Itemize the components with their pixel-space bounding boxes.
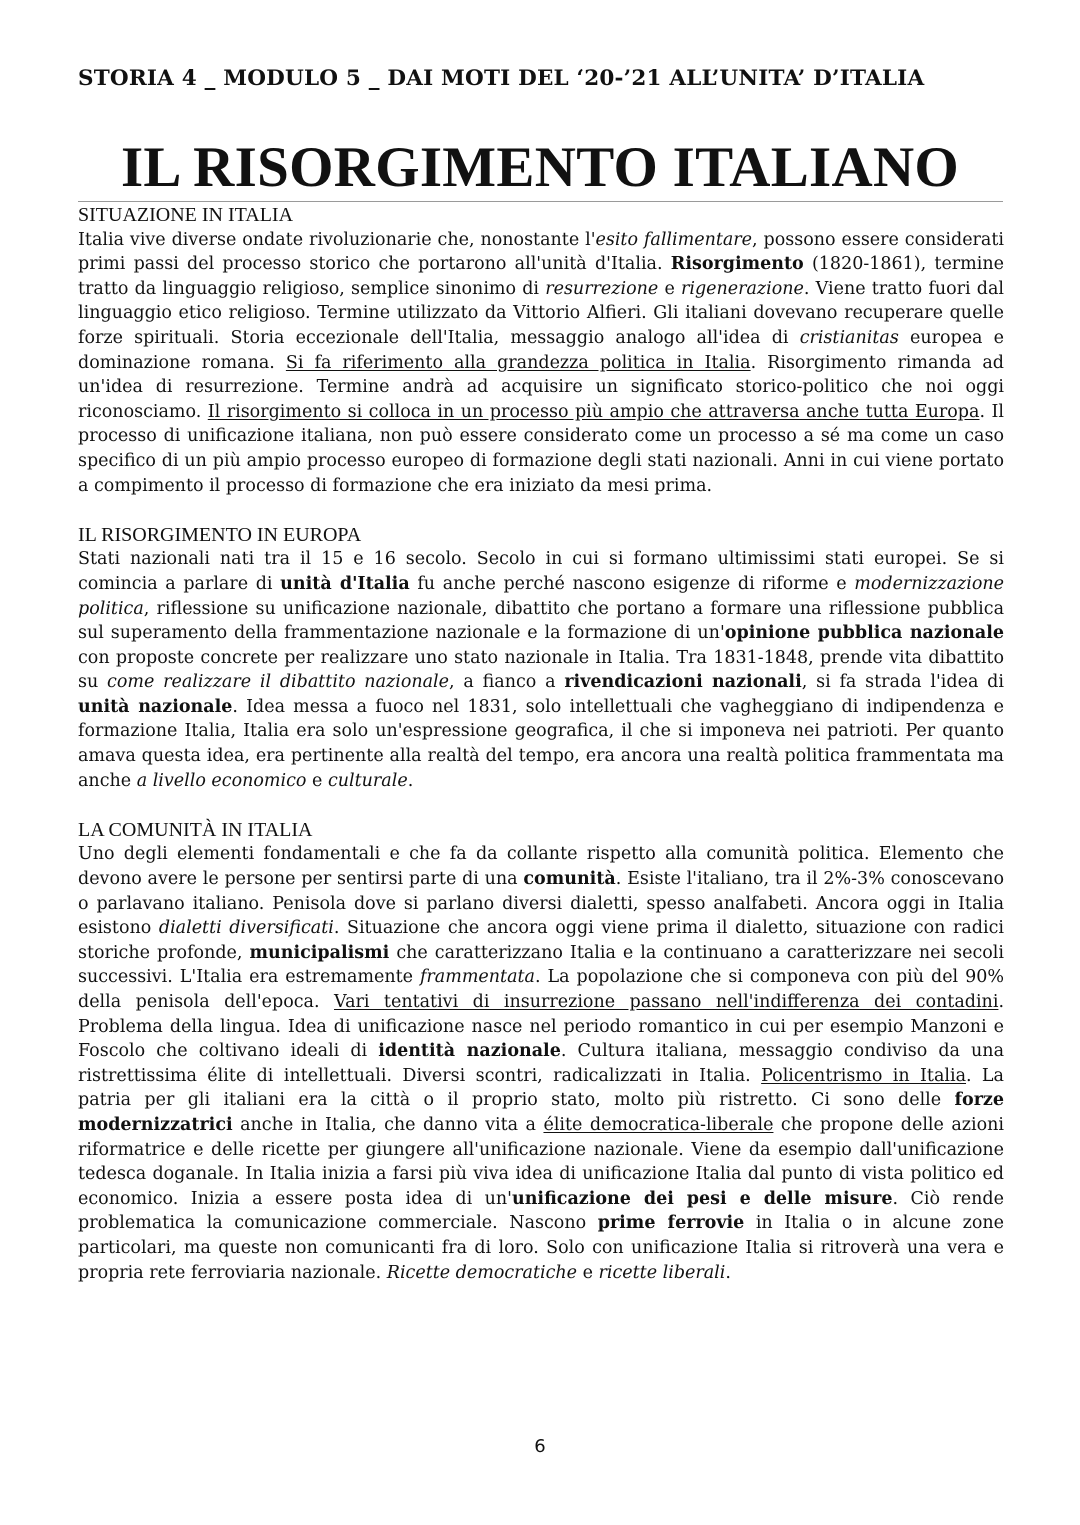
- italic-text: frammentata: [419, 967, 535, 988]
- text-run: . Idea messa a fuoco nel 1831, solo intellettuali che vagheggiano di indipendenza e formazione Italia, Italia era solo un'espressione geografica, il che si imponeva nei patrioti. Per quanto amava questa idea, era pertinente alla realtà del tempo, era ancora una realtà politica frammentata ma anche: [78, 696, 1004, 791]
- text-run: . Problema della lingua. Idea di unificazione nasce nel periodo romantico in cui per esempio Manzoni e Foscolo che coltivano ideali di: [78, 992, 1005, 1062]
- text-run: anche in Italia, che danno vita a: [232, 1114, 544, 1135]
- bold-text: comunità: [523, 869, 616, 890]
- text-run: . La patria per gli italiani era la città o il proprio stato, molto più ristretto. Ci sono delle: [78, 1065, 1004, 1111]
- section-comunita: [78, 818, 1004, 1285]
- bold-text: identità nazionale: [378, 1041, 561, 1062]
- text-run: , a fianco a: [449, 672, 565, 693]
- section-heading: IL RISORGIMENTO IN EUROPA: [78, 523, 362, 546]
- section-europa: [78, 523, 1004, 794]
- document-body: [78, 203, 1004, 1310]
- paragraph: [78, 547, 1004, 793]
- underlined-text: Policentrismo in Italia: [761, 1065, 967, 1086]
- text-run: . Esiste l'italiano, tra il 2%-3% conoscevano o parlavano italiano. Penisola dove si parlano diversi dialetti, spesso analfabeti. Ancora oggi in Italia esistono: [78, 869, 1004, 939]
- text-run: che caratterizzano Italia e la continuano a caratterizzare nei secoli successivi. L'Italia era estremamente: [78, 942, 1004, 988]
- text-run: e: [306, 770, 328, 791]
- bold-text: municipalismi: [249, 942, 390, 963]
- text-run: .: [725, 1262, 731, 1283]
- italic-text: modernizzazione politica: [78, 573, 1005, 619]
- underlined-text: Si fa riferimento alla grandezza politica in Italia: [285, 352, 751, 373]
- text-run: europea e dominazione romana.: [78, 327, 1004, 373]
- italic-text: ricette liberali: [598, 1262, 726, 1283]
- text-run: . Viene tratto fuori dal linguaggio etico religioso. Termine utilizzato da Vittorio Alfieri. Gli italiani dovevano recuperare quelle forze spirituali. Storia eccezionale dell'Italia, messaggio analogo all'idea di: [78, 278, 1005, 348]
- underlined-text: Il risorgimento si colloca in un processo più ampio che attraversa anche tutta Europa: [207, 401, 980, 422]
- bold-text: rivendicazioni nazionali: [564, 672, 802, 693]
- text-run: . Situazione che ancora oggi viene prima il dialetto, situazione con radici storiche profonde,: [78, 918, 1004, 963]
- bold-text: unità d'Italia: [280, 573, 410, 594]
- bold-text: unificazione dei pesi e delle misure: [511, 1188, 893, 1209]
- italic-text: a livello economico: [136, 770, 307, 791]
- underlined-text: élite democratica-liberale: [543, 1114, 774, 1135]
- paragraph: [78, 228, 1004, 499]
- italic-text: come realizzare il dibattito nazionale: [107, 672, 450, 693]
- text-run: e: [577, 1262, 599, 1283]
- section-heading: SITUAZIONE IN ITALIA: [78, 204, 294, 226]
- page-title: IL RISORGIMENTO ITALIANO: [120, 136, 960, 199]
- module-header: STORIA 4 _ MODULO 5 _ DAI MOTI DEL ‘20-’21 ALL’UNITA’ D’ITALIA: [78, 66, 925, 91]
- bold-text: Risorgimento: [670, 254, 804, 275]
- italic-text: culturale: [327, 770, 408, 791]
- text-run: con proposte concrete per realizzare uno stato nazionale in Italia. Tra 1831-1848, prende vita dibattito su: [78, 647, 1004, 693]
- italic-text: rigenerazione: [680, 278, 804, 299]
- bold-text: opinione pubblica nazionale: [724, 623, 1004, 644]
- italic-text: Ricette democratiche: [386, 1262, 578, 1283]
- text-run: . Cultura italiana, messaggio condiviso da una ristrettissima élite di intellettuali. Diversi scontri, radicalizzati in Italia.: [78, 1041, 1004, 1086]
- text-run: (1820-1861), termine tratto da linguaggio religioso, semplice sinonimo di: [78, 254, 1004, 299]
- text-run: fu anche perché nascono esigenze di riforme e: [409, 573, 855, 594]
- text-run: , possono essere considerati primi passi del processo storico che portarono all'unità d'Italia.: [78, 229, 1004, 275]
- underlined-text: Vari tentativi di insurrezione passano nell'indifferenza dei contadini: [334, 992, 999, 1012]
- text-run: in Italia o in alcune zone particolari, ma queste non comunicanti fra di loro. Solo con unificazione Italia si ritroverà una vera e propria rete ferroviaria nazionale.: [78, 1213, 1004, 1283]
- text-run: , riflessione su unificazione nazionale, dibattito che portano a formare una riflessione pubblica sul superamento della frammentazione nazionale e la formazione di un': [78, 598, 1004, 644]
- bold-text: forze modernizzatrici: [78, 1090, 1004, 1135]
- text-run: , si fa strada l'idea di: [801, 672, 1004, 693]
- italic-text: cristianitas: [799, 327, 899, 348]
- bold-text: prime ferrovie: [597, 1213, 745, 1234]
- text-run: Italia vive diverse ondate rivoluzionarie che, nonostante l': [78, 229, 596, 250]
- page-number: 6: [534, 1436, 546, 1457]
- text-run: Stati nazionali nati tra il 15 e 16 secolo. Secolo in cui si formano ultimissimi stati europei. Se si comincia a parlare di: [78, 549, 1004, 594]
- text-run: e: [658, 278, 681, 299]
- italic-text: esito fallimentare: [595, 229, 753, 250]
- section-situazione: [78, 203, 1004, 498]
- text-run: Uno degli elementi fondamentali e che fa da collante rispetto alla comunità politica. Elemento che devono avere le persone per sentirsi parte di una: [78, 844, 1004, 890]
- text-run: che propone delle azioni riformatrice e delle ricette per giungere all'unificazione nazionale. Viene da esempio dall'unificazione tedesca doganale. In Italia inizia a farsi più viva idea di unificazione Italia dal punto di vista politico ed economico. Inizia a essere posta idea di un': [78, 1114, 1004, 1209]
- italic-text: dialetti diversificati: [158, 918, 334, 939]
- italic-text: resurrezione: [545, 278, 659, 299]
- text-run: . Il processo di unificazione italiana, non può essere considerato come un processo a sé ma come un caso specifico di un più ampio processo europeo di formazione degli stati nazionali. Anni in cui viene portato a compimento il processo di formazione che era iniziato da mesi prima.: [78, 401, 1004, 496]
- text-run: . Ciò rende problematica la comunicazione commerciale. Nascono: [78, 1188, 1004, 1234]
- text-run: . Risorgimento rimanda ad un'idea di resurrezione. Termine andrà ad acquisire un significato storico-politico che noi oggi riconosciamo.: [78, 352, 1005, 422]
- bold-text: unità nazionale: [78, 696, 233, 717]
- title-divider: [78, 201, 1003, 202]
- text-run: .: [407, 770, 414, 791]
- text-run: . La popolazione che si componeva con più del 90% della penisola dell'epoca.: [78, 967, 1004, 1012]
- section-heading: LA COMUNITÀ IN ITALIA: [78, 818, 313, 841]
- paragraph: [78, 842, 1004, 1285]
